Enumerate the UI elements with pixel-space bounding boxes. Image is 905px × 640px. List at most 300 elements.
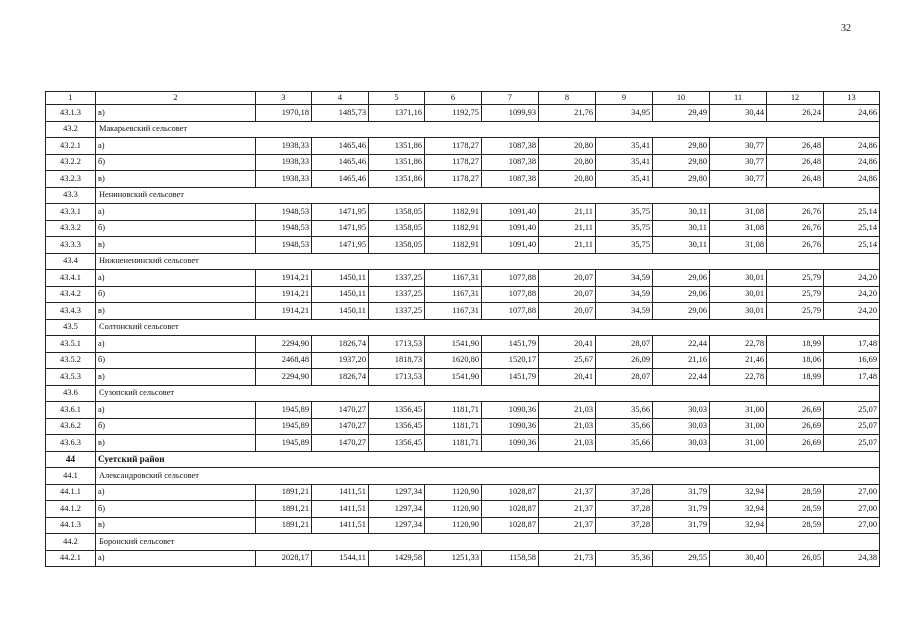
column-header: 7 [482,92,539,105]
row-label: б) [96,286,256,303]
value-cell: 26,05 [767,550,824,567]
row-label: в) [96,517,256,534]
row-code: 44.1.1 [46,484,96,501]
row-code: 44.1 [46,468,96,485]
row-code: 43.3.1 [46,204,96,221]
value-cell: 25,07 [824,435,880,452]
row-label: в) [96,303,256,320]
value-cell: 26,48 [767,138,824,155]
value-cell: 1891,21 [256,517,312,534]
section-heading-row [46,534,880,551]
value-cell: 1948,53 [256,220,312,237]
row-label: а) [96,204,256,221]
value-cell: 25,14 [824,237,880,254]
row-code: 43.6 [46,385,96,402]
value-cell: 1465,46 [312,138,369,155]
row-label: а) [96,402,256,419]
value-cell: 1937,20 [312,352,369,369]
value-cell: 1028,87 [482,517,539,534]
value-cell: 1028,87 [482,484,539,501]
value-cell: 30,01 [710,303,767,320]
row-code: 43.2.2 [46,154,96,171]
value-cell: 1470,27 [312,435,369,452]
value-cell: 31,79 [653,517,710,534]
value-cell: 1520,17 [482,352,539,369]
row-code: 43.2.3 [46,171,96,188]
section-heading-row [46,253,880,270]
value-cell: 1351,86 [369,154,425,171]
row-code: 43.4.3 [46,303,96,320]
value-cell: 25,14 [824,220,880,237]
value-cell: 24,38 [824,550,880,567]
row-code: 43.2 [46,121,96,138]
value-cell: 29,80 [653,138,710,155]
value-cell: 16,69 [824,352,880,369]
value-cell: 1470,27 [312,418,369,435]
column-header: 11 [710,92,767,105]
row-label: а) [96,336,256,353]
value-cell: 30,11 [653,220,710,237]
value-cell: 30,03 [653,435,710,452]
row-code: 43.3 [46,187,96,204]
value-cell: 30,01 [710,270,767,287]
value-cell: 1077,88 [482,303,539,320]
row-label: а) [96,550,256,567]
value-cell: 26,69 [767,435,824,452]
section-heading-row [46,121,880,138]
row-label: а) [96,138,256,155]
tariff-table [45,91,880,567]
value-cell: 31,00 [710,418,767,435]
value-cell: 30,11 [653,237,710,254]
value-cell: 31,79 [653,501,710,518]
settlement-name: Нениновский сельсовет [96,187,880,204]
value-cell: 35,66 [596,418,653,435]
value-cell: 1891,21 [256,484,312,501]
value-cell: 26,24 [767,105,824,122]
section-heading-row [46,187,880,204]
value-cell: 35,75 [596,237,653,254]
table-row [46,402,880,419]
value-cell: 1297,34 [369,501,425,518]
value-cell: 2294,90 [256,336,312,353]
value-cell: 1450,11 [312,303,369,320]
row-label: б) [96,154,256,171]
settlement-name: Нижнененинский сельсовет [96,253,880,270]
value-cell: 1351,86 [369,138,425,155]
value-cell: 1087,38 [482,138,539,155]
value-cell: 1167,31 [425,270,482,287]
value-cell: 26,48 [767,171,824,188]
column-header: 6 [425,92,482,105]
row-code: 43.3.3 [46,237,96,254]
table-row [46,435,880,452]
value-cell: 35,36 [596,550,653,567]
value-cell: 1297,34 [369,517,425,534]
value-cell: 1077,88 [482,286,539,303]
value-cell: 21,16 [653,352,710,369]
column-header: 9 [596,92,653,105]
value-cell: 35,66 [596,435,653,452]
value-cell: 20,80 [539,138,596,155]
value-cell: 30,11 [653,204,710,221]
value-cell: 34,59 [596,286,653,303]
value-cell: 21,37 [539,501,596,518]
column-header: 10 [653,92,710,105]
value-cell: 25,07 [824,402,880,419]
value-cell: 1620,80 [425,352,482,369]
value-cell: 1356,45 [369,435,425,452]
value-cell: 1429,58 [369,550,425,567]
value-cell: 22,78 [710,336,767,353]
district-heading-row [46,451,880,468]
value-cell: 21,11 [539,237,596,254]
value-cell: 1181,71 [425,435,482,452]
value-cell: 37,28 [596,484,653,501]
value-cell: 26,69 [767,402,824,419]
value-cell: 20,80 [539,154,596,171]
value-cell: 24,20 [824,286,880,303]
value-cell: 25,07 [824,418,880,435]
value-cell: 1451,79 [482,369,539,386]
value-cell: 1945,89 [256,418,312,435]
value-cell: 1182,91 [425,204,482,221]
value-cell: 1541,90 [425,369,482,386]
table-row [46,501,880,518]
value-cell: 34,59 [596,303,653,320]
value-cell: 22,78 [710,369,767,386]
value-cell: 26,76 [767,220,824,237]
value-cell: 18,99 [767,336,824,353]
value-cell: 1099,93 [482,105,539,122]
value-cell: 30,01 [710,286,767,303]
value-cell: 1411,51 [312,501,369,518]
value-cell: 1251,33 [425,550,482,567]
row-label: в) [96,237,256,254]
value-cell: 1450,11 [312,286,369,303]
row-label: б) [96,418,256,435]
value-cell: 28,59 [767,484,824,501]
value-cell: 22,44 [653,336,710,353]
column-header: 2 [96,92,256,105]
value-cell: 31,08 [710,220,767,237]
row-code: 43.3.2 [46,220,96,237]
value-cell: 1181,71 [425,402,482,419]
value-cell: 35,66 [596,402,653,419]
value-cell: 20,07 [539,286,596,303]
value-cell: 1356,45 [369,402,425,419]
value-cell: 1544,11 [312,550,369,567]
value-cell: 1465,46 [312,154,369,171]
value-cell: 25,67 [539,352,596,369]
value-cell: 27,00 [824,484,880,501]
value-cell: 31,79 [653,484,710,501]
value-cell: 20,41 [539,336,596,353]
table-row [46,369,880,386]
value-cell: 35,41 [596,154,653,171]
value-cell: 1178,27 [425,138,482,155]
value-cell: 1938,33 [256,138,312,155]
row-label: б) [96,352,256,369]
value-cell: 30,77 [710,171,767,188]
value-cell: 27,00 [824,517,880,534]
value-cell: 20,41 [539,369,596,386]
value-cell: 21,11 [539,220,596,237]
value-cell: 1818,73 [369,352,425,369]
table-row [46,303,880,320]
value-cell: 31,00 [710,435,767,452]
value-cell: 1087,38 [482,171,539,188]
value-cell: 1411,51 [312,517,369,534]
value-cell: 1182,91 [425,237,482,254]
value-cell: 1826,74 [312,369,369,386]
value-cell: 17,48 [824,336,880,353]
section-heading-row [46,468,880,485]
value-cell: 1028,87 [482,501,539,518]
value-cell: 1356,45 [369,418,425,435]
value-cell: 1337,25 [369,303,425,320]
table-row [46,138,880,155]
value-cell: 1090,36 [482,435,539,452]
table-row [46,336,880,353]
value-cell: 1178,27 [425,154,482,171]
value-cell: 1358,05 [369,220,425,237]
value-cell: 30,40 [710,550,767,567]
value-cell: 27,00 [824,501,880,518]
row-label: б) [96,220,256,237]
row-code: 43.5.2 [46,352,96,369]
value-cell: 1167,31 [425,303,482,320]
table-row [46,517,880,534]
column-header: 1 [46,92,96,105]
value-cell: 1948,53 [256,237,312,254]
table-row [46,550,880,567]
value-cell: 18,06 [767,352,824,369]
section-heading-row [46,385,880,402]
value-cell: 37,28 [596,501,653,518]
value-cell: 34,59 [596,270,653,287]
value-cell: 30,03 [653,402,710,419]
value-cell: 35,41 [596,138,653,155]
row-label: а) [96,270,256,287]
value-cell: 20,07 [539,270,596,287]
column-header: 3 [256,92,312,105]
value-cell: 35,75 [596,204,653,221]
value-cell: 21,46 [710,352,767,369]
value-cell: 1371,16 [369,105,425,122]
value-cell: 1087,38 [482,154,539,171]
column-header: 8 [539,92,596,105]
value-cell: 32,94 [710,501,767,518]
table-row [46,418,880,435]
value-cell: 17,48 [824,369,880,386]
column-header: 4 [312,92,369,105]
row-code: 43.1.3 [46,105,96,122]
value-cell: 21,03 [539,418,596,435]
table-row [46,204,880,221]
value-cell: 2468,48 [256,352,312,369]
table-row [46,154,880,171]
value-cell: 21,76 [539,105,596,122]
value-cell: 1948,53 [256,204,312,221]
value-cell: 1178,27 [425,171,482,188]
row-label: в) [96,369,256,386]
value-cell: 1713,53 [369,336,425,353]
value-cell: 25,79 [767,286,824,303]
value-cell: 28,59 [767,517,824,534]
value-cell: 29,80 [653,154,710,171]
value-cell: 1358,05 [369,237,425,254]
row-code: 44.2.1 [46,550,96,567]
value-cell: 30,77 [710,138,767,155]
row-label: б) [96,501,256,518]
row-code: 43.5 [46,319,96,336]
value-cell: 1090,36 [482,418,539,435]
value-cell: 1938,33 [256,171,312,188]
value-cell: 37,28 [596,517,653,534]
value-cell: 1914,21 [256,286,312,303]
value-cell: 20,80 [539,171,596,188]
value-cell: 30,03 [653,418,710,435]
value-cell: 1337,25 [369,270,425,287]
table-row [46,352,880,369]
section-heading-row [46,319,880,336]
value-cell: 26,48 [767,154,824,171]
value-cell: 26,69 [767,418,824,435]
value-cell: 2294,90 [256,369,312,386]
value-cell: 34,95 [596,105,653,122]
value-cell: 32,94 [710,517,767,534]
value-cell: 1914,21 [256,303,312,320]
settlement-name: Макарьевский сельсовет [96,121,880,138]
row-code: 44 [46,451,96,468]
column-header-row [46,92,880,105]
row-code: 43.6.2 [46,418,96,435]
value-cell: 1450,11 [312,270,369,287]
table-row [46,105,880,122]
row-label: а) [96,484,256,501]
row-code: 44.2 [46,534,96,551]
value-cell: 1182,91 [425,220,482,237]
value-cell: 29,80 [653,171,710,188]
value-cell: 21,73 [539,550,596,567]
value-cell: 1091,40 [482,237,539,254]
row-code: 43.4 [46,253,96,270]
value-cell: 1337,25 [369,286,425,303]
value-cell: 1451,79 [482,336,539,353]
value-cell: 21,37 [539,484,596,501]
value-cell: 1541,90 [425,336,482,353]
value-cell: 29,55 [653,550,710,567]
value-cell: 29,49 [653,105,710,122]
value-cell: 20,07 [539,303,596,320]
value-cell: 1181,71 [425,418,482,435]
value-cell: 1713,53 [369,369,425,386]
value-cell: 25,79 [767,303,824,320]
row-code: 43.5.1 [46,336,96,353]
value-cell: 1077,88 [482,270,539,287]
table-row [46,286,880,303]
value-cell: 1914,21 [256,270,312,287]
row-label: в) [96,171,256,188]
value-cell: 30,77 [710,154,767,171]
value-cell: 25,14 [824,204,880,221]
value-cell: 1120,90 [425,501,482,518]
value-cell: 29,06 [653,286,710,303]
value-cell: 1120,90 [425,517,482,534]
value-cell: 26,09 [596,352,653,369]
column-header: 13 [824,92,880,105]
row-code: 43.6.3 [46,435,96,452]
value-cell: 26,76 [767,204,824,221]
value-cell: 35,75 [596,220,653,237]
value-cell: 1091,40 [482,204,539,221]
value-cell: 24,86 [824,154,880,171]
value-cell: 1358,05 [369,204,425,221]
table-body [46,92,880,567]
table-row [46,484,880,501]
row-code: 43.2.1 [46,138,96,155]
row-code: 43.4.1 [46,270,96,287]
value-cell: 24,86 [824,138,880,155]
value-cell: 1465,46 [312,171,369,188]
value-cell: 1938,33 [256,154,312,171]
value-cell: 30,44 [710,105,767,122]
value-cell: 1297,34 [369,484,425,501]
value-cell: 21,11 [539,204,596,221]
value-cell: 31,00 [710,402,767,419]
row-code: 44.1.3 [46,517,96,534]
value-cell: 1471,95 [312,204,369,221]
value-cell: 1167,31 [425,286,482,303]
table-row [46,237,880,254]
value-cell: 21,37 [539,517,596,534]
settlement-name: Солтонский сельсовет [96,319,880,336]
value-cell: 1945,89 [256,435,312,452]
value-cell: 1120,90 [425,484,482,501]
value-cell: 1471,95 [312,237,369,254]
value-cell: 24,20 [824,303,880,320]
value-cell: 1471,95 [312,220,369,237]
row-code: 43.5.3 [46,369,96,386]
value-cell: 25,79 [767,270,824,287]
value-cell: 28,07 [596,369,653,386]
value-cell: 2028,17 [256,550,312,567]
value-cell: 29,06 [653,270,710,287]
value-cell: 1970,18 [256,105,312,122]
value-cell: 1090,36 [482,402,539,419]
value-cell: 31,08 [710,204,767,221]
district-name: Суетский район [96,451,880,468]
page-number: 32 [841,23,851,34]
value-cell: 1091,40 [482,220,539,237]
value-cell: 1470,27 [312,402,369,419]
value-cell: 1411,51 [312,484,369,501]
value-cell: 22,44 [653,369,710,386]
value-cell: 1351,86 [369,171,425,188]
row-code: 43.4.2 [46,286,96,303]
value-cell: 1485,73 [312,105,369,122]
row-code: 44.1.2 [46,501,96,518]
value-cell: 1192,75 [425,105,482,122]
value-cell: 32,94 [710,484,767,501]
value-cell: 24,86 [824,171,880,188]
settlement-name: Александровский сельсовет [96,468,880,485]
table-row [46,220,880,237]
row-code: 43.6.1 [46,402,96,419]
value-cell: 26,76 [767,237,824,254]
settlement-name: Боронский сельсовет [96,534,880,551]
